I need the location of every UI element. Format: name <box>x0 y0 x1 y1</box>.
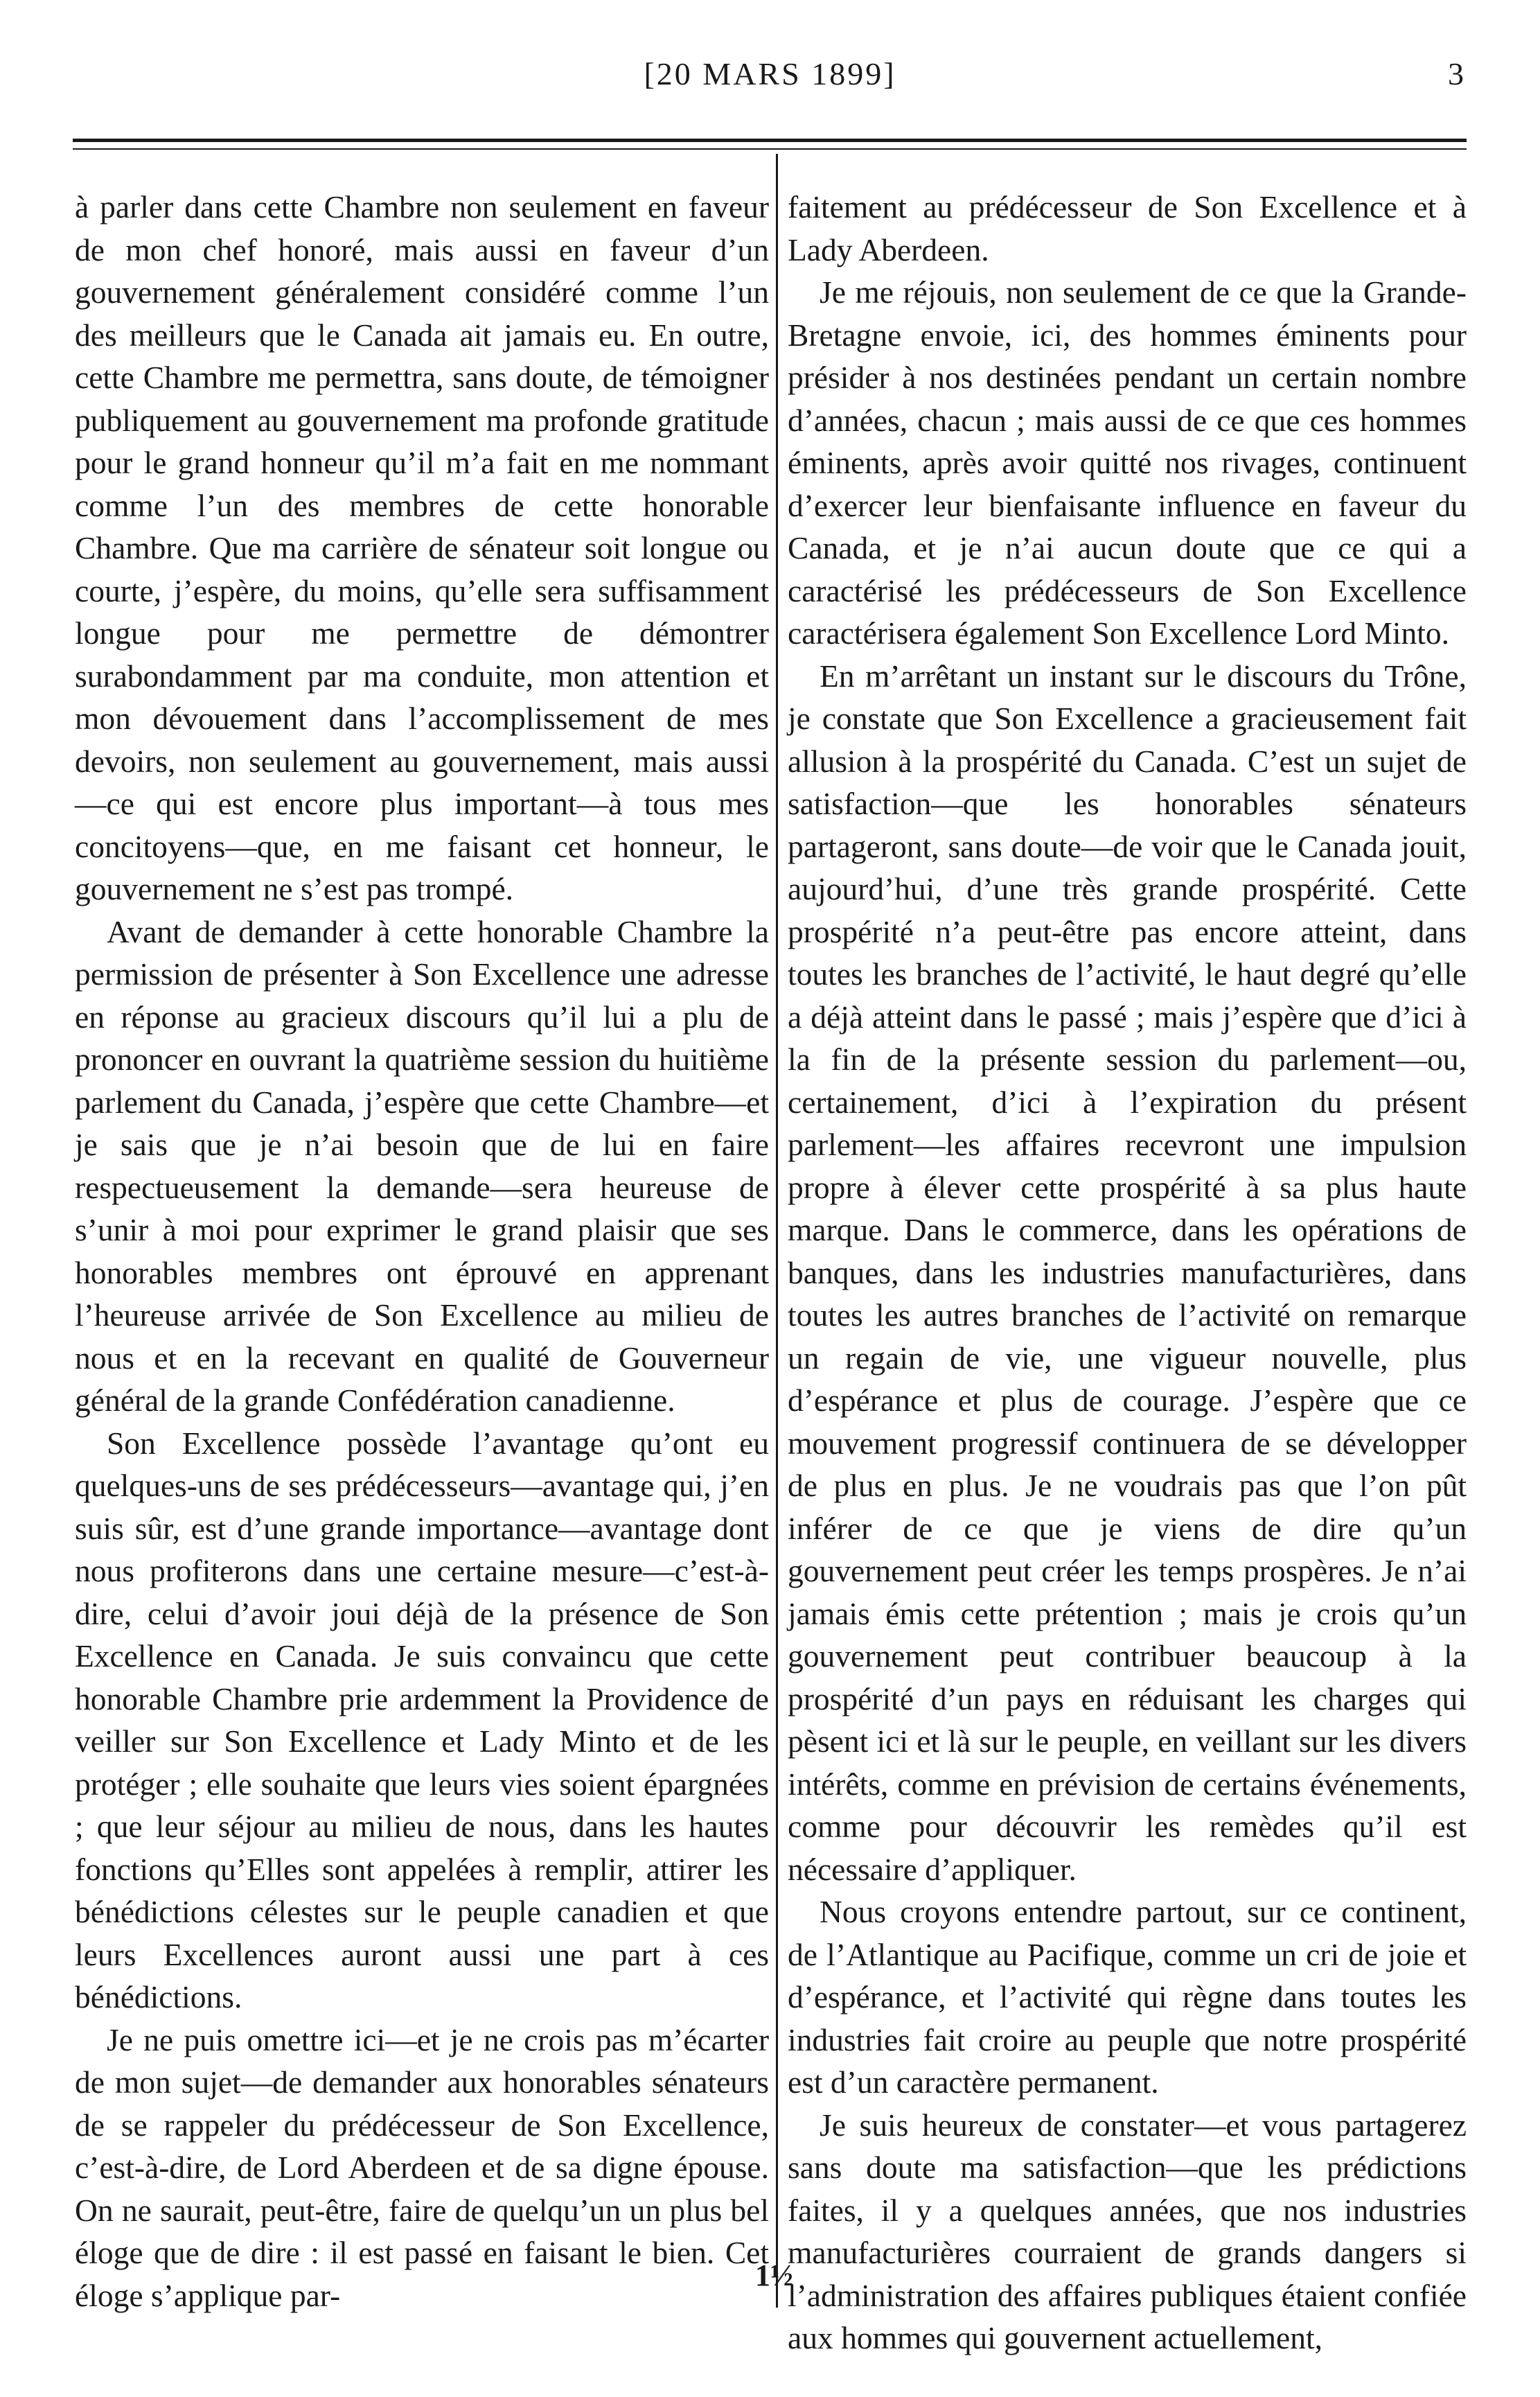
page-header <box>0 49 1540 111</box>
right-column <box>788 186 1467 2360</box>
right-paragraph-5: Je suis heureux de constater—et vous partagerez sans doute ma satisfaction—que les prédictions faites, il y a quelques années, que nos industries manufacturières courraient de grands dangers si l’administration des affaires publiques étaient confiée aux hommes qui gouvernent actuellement, <box>788 2107 1467 2355</box>
page-number: 3 <box>1448 56 1464 91</box>
right-paragraph-3: En m’arrêtant un instant sur le discours du Trône, je constate que Son Excellence a gracieusement fait allusion à la prospérité du Canada. C’est un sujet de satisfaction—que les honorables sénateurs partageront, sans doute—de voir que le Canada jouit, aujourd’hui, d’une très grande prospérité. Cette prospérité n’a peut-être pas encore atteint, dans toutes les branches de l’activité, le haut degré qu’elle a déjà atteint dans le passé ; mais j’espère que d’ici à la fin de la présente session du parlement—ou, certainement, d’ici à l’expiration du présent parlement—les affaires recevront une impulsion propre à élever cette prospérité à sa plus haute marque. Dans le commerce, dans les opérations de banques, dans les industries manufacturières, dans toutes les autres branches de l’activité on remarque un regain de vie, une vigueur nouvelle, plus d’espérance et plus de courage. J’espère que ce mouvement progressif continuera de se développer de plus en plus. Je ne voudrais pas que l’on pût inférer de ce que je viens de dire qu’un gouvernement peut créer les temps prospères. Je n’ai jamais émis cette prétention ; mais je crois qu’un gouvernement peut contribuer beaucoup à la prospérité d’un pays en réduisant les charges qui pèsent ici et là sur le peuple, en veillant sur les divers intérêts, comme en prévision de certains événements, comme pour découvrir les remèdes qu’il est nécessaire d’appliquer. <box>788 658 1467 1887</box>
column-divider <box>776 154 778 2308</box>
right-paragraph-2: Je me réjouis, non seulement de ce que la Grande-Bretagne envoie, ici, des hommes éminents pour présider à nos destinées pendant un certain nombre d’années, chacun ; mais aussi de ce que ces hommes éminents, après avoir quitté nos rivages, continuent d’exercer leur bienfaisante influence en faveur du Canada, et je n’ai aucun doute que ce qui a caractérisé les prédécesseurs de Son Excellence caractérisera également Son Excellence Lord Minto. <box>788 274 1467 651</box>
header-rule-thin <box>73 148 1467 150</box>
header-rule-thick <box>73 139 1467 142</box>
left-paragraph-4: Je ne puis omettre ici—et je ne crois pas m’écarter de mon sujet—de demander aux honorables sénateurs de se rappeler du prédécesseur de Son Excellence, c’est-à-dire, de Lord Aberdeen et de sa digne épouse. On ne saurait, peut-être, faire de quelqu’un un plus bel éloge que de dire : il est passé en faisant le bien. Cet éloge s’applique par- <box>75 2021 769 2313</box>
left-paragraph-2: Avant de demander à cette honorable Chambre la permission de présenter à Son Excellence une adresse en réponse au gracieux discours qu’il lui a plu de prononcer en ouvrant la quatrième session du huitième parlement du Canada, j’espère que cette Chambre—et je sais que je n’ai besoin que de lui en faire respectueusement la demande—sera heureuse de s’unir à moi pour exprimer le grand plaisir que ses honorables membres ont éprouvé en apprenant l’heureuse arrivée de Son Excellence au milieu de nous et en la recevant en qualité de Gouverneur général de la grande Confédération canadienne. <box>75 913 769 1418</box>
left-paragraph-1: à parler dans cette Chambre non seulement en faveur de mon chef honoré, mais aussi en faveur d’un gouvernement généralement considéré comme l’un des meilleurs que le Canada ait jamais eu. En outre, cette Chambre me permettra, sans doute, de témoigner publiquement au gouvernement ma profonde gratitude pour le grand honneur qu’il m’a fait en me nommant comme l’un des membres de cette honorable Chambre. Que ma carrière de sénateur soit longue ou courte, j’espère, du moins, qu’elle sera suffisamment longue pour me permettre de démontrer surabondamment par ma conduite, mon attention et mon dévouement dans l’accomplissement de mes devoirs, non seulement au gouvernement, mais aussi—ce qui est encore plus important—à tous mes concitoyens—que, en me faisant cet honneur, le gouvernement ne s’est pas trompé. <box>75 189 769 906</box>
right-paragraph-4: Nous croyons entendre partout, sur ce continent, de l’Atlantique au Pacifique, comme un cri de joie et d’espérance, et l’activité qui règne dans toutes les industries fait croire au peuple que notre prospérité est d’un caractère permanent. <box>788 1894 1467 2100</box>
left-column <box>75 186 769 2317</box>
header-date: [20 MARS 1899] <box>644 56 896 91</box>
left-paragraph-3: Son Excellence possède l’avantage qu’ont eu quelques-uns de ses prédécesseurs—avantage qui, j’en suis sûr, est d’une grande importance—avantage dont nous profiterons dans une certaine mesure—c’est-à-dire, celui d’avoir joui déjà de la présence de Son Excellence en Canada. Je suis convaincu que cette honorable Chambre prie ardemment la Providence de veiller sur Son Excellence et Lady Minto et de les protéger ; elle souhaite que leurs vies soient épargnées ; que leur séjour au milieu de nous, dans les hautes fonctions qu’Elles sont appelées à remplir, attirer les bénédictions célestes sur le peuple canadien et que leurs Excellences auront aussi une part à ces bénédictions. <box>75 1425 769 2014</box>
signature-mark: 1½ <box>755 2258 793 2292</box>
right-paragraph-1: faitement au prédécesseur de Son Excellence et à Lady Aberdeen. <box>788 189 1467 267</box>
